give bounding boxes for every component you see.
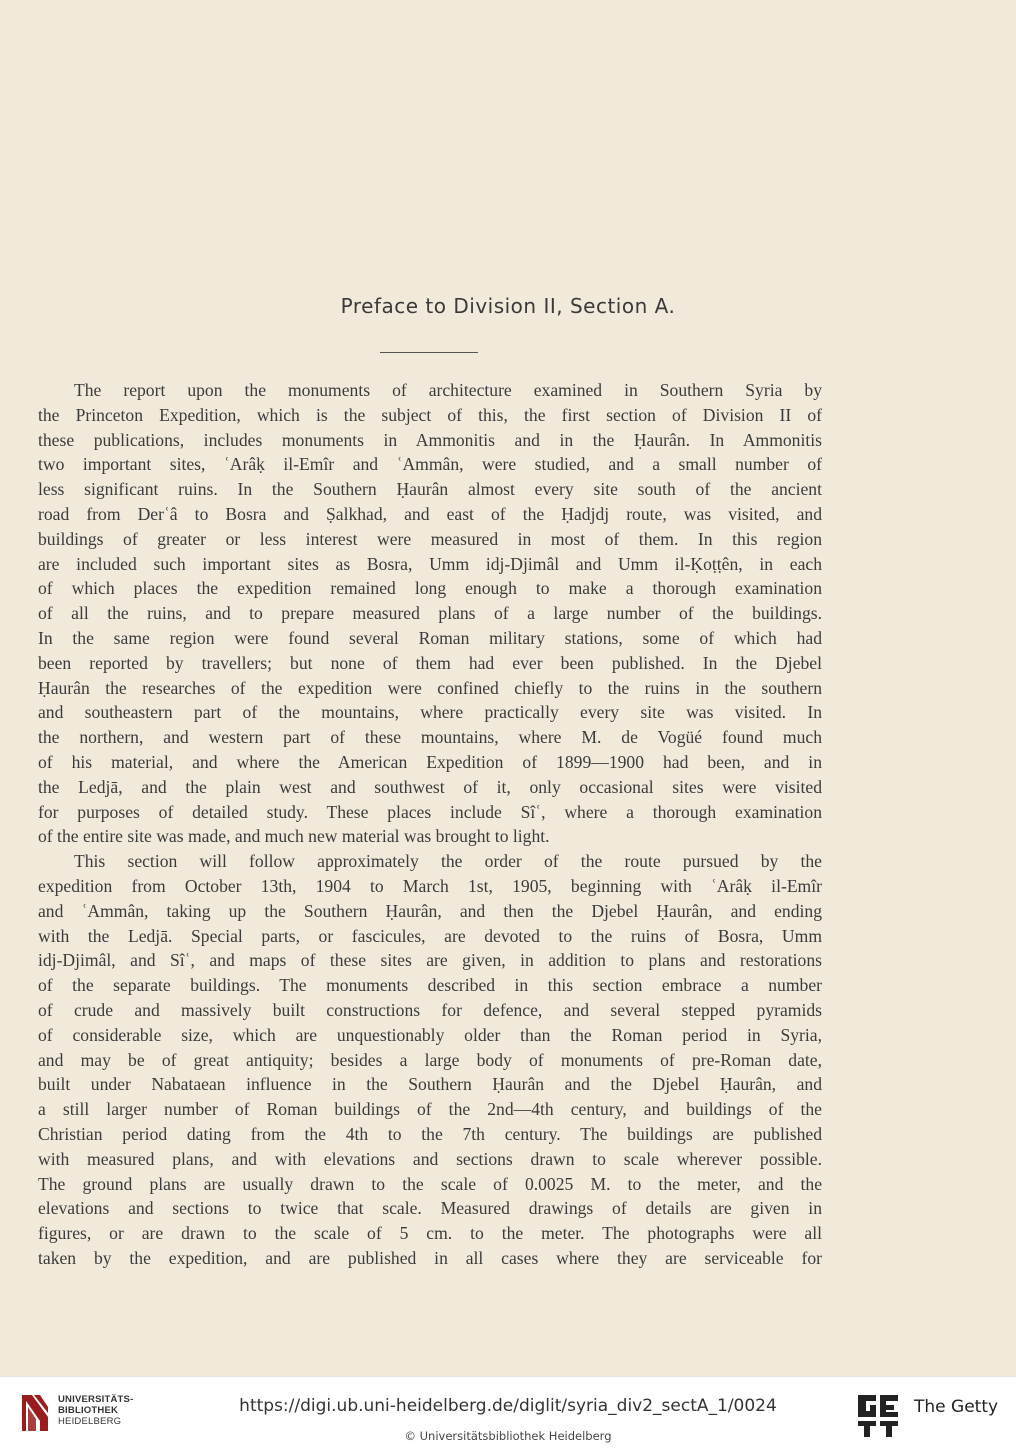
text-line: and southeastern part of the mountains, where practically every site was visited. In [38,702,822,723]
text-line: road from Derʿâ to Bosra and Ṣalkhad, and east of the Ḥadjdj route, was visited, and [38,503,822,524]
text-line: buildings of greater or less interest were measured in most of them. In this region [38,528,822,549]
text-line: of considerable size, which are unquestionably older than the Roman period in Syria, [38,1024,822,1045]
getty-name[interactable]: The Getty [914,1397,999,1417]
text-line: The report upon the monuments of architecture examined in Southern Syria by [74,380,822,400]
text-line: Ḥaurân the researches of the expedition were confined chiefly to the ruins in the southern [38,677,822,698]
text-line: less significant ruins. In the Southern Ḥaurân almost every site south of the ancient [38,479,822,500]
text-line: This section will follow approximately the order of the route pursued by the [74,851,822,872]
text-line: and may be of great antiquity; besides a large body of monuments of pre-Roman date, [38,1049,822,1070]
text-line: are included such important sites as Bosra, Umm idj-Djimâl and Umm il-Ḳoṭṭên, in each [38,553,822,574]
text-line: The ground plans are usually drawn to the scale of 0.0025 M. to the meter, and the [38,1173,822,1194]
library-name-line: UNIVERSITÄTS- [58,1394,134,1405]
text-line: of his material, and where the American Expedition of 1899—1900 had been, and in [38,751,822,772]
text-line: of all the ruins, and to prepare measured plans of a large number of the buildings. [38,603,822,624]
text-line: the Ledjā, and the plain west and southwest of it, only occasional sites were visited [38,776,822,797]
text-line: of which places the expedition remained long enough to make a thorough examination [38,578,822,599]
text-line: with measured plans, and with elevations and sections drawn to scale wherever possible. [38,1148,822,1169]
permalink-url[interactable]: https://digi.ub.uni-heidelberg.de/diglit/syria_div2_sectA_1/0024 [239,1396,777,1416]
text-line: of the entire site was made, and much new material was brought to light. [38,826,550,847]
text-line: In the same region were found several Roman military stations, some of which had [38,627,822,648]
library-name-line: BIBLIOTHEK [58,1405,119,1416]
text-line: idj-Djimâl, and Sîʿ, and maps of these sites are given, in addition to plans and restorations [38,950,822,971]
text-line: built under Nabataean influence in the Southern Ḥaurân and the Djebel Ḥaurân, and [38,1074,822,1095]
text-line: these publications, includes monuments in Ammonitis and in the Ḥaurân. In Ammonitis [38,429,822,450]
text-line: the northern, and western part of these mountains, where M. de Vogüé found much [38,727,822,748]
viewer-footer [0,1376,1016,1455]
text-line: two important sites, ʿArâḳ il-Emîr and ʿAmmân, were studied, and a small number of [38,454,822,475]
text-line: with the Ledjā. Special parts, or fascicules, are devoted to the ruins of Bosra, Umm [38,925,822,946]
text-line: of the separate buildings. The monuments described in this section embrace a number [38,975,822,996]
text-line: and ʿAmmân, taking up the Southern Ḥaurân, and then the Djebel Ḥaurân, and ending [38,900,822,921]
body-text [38,378,822,1271]
text-line: the Princeton Expedition, which is the subject of this, the first section of Division II of [38,404,822,425]
text-line: elevations and sections to twice that scale. Measured drawings of details are given in [38,1198,822,1219]
text-line: Christian period dating from the 4th to the 7th century. The buildings are published [38,1123,822,1144]
text-line: expedition from October 13th, 1904 to March 1st, 1905, beginning with ʿArâḳ il-Emîr [38,875,822,896]
library-name-line: HEIDELBERG [58,1416,122,1427]
text-line: figures, or are drawn to the scale of 5 cm. to the meter. The photographs were all [38,1223,822,1244]
text-line: of crude and massively built constructions for defence, and several stepped pyramids [38,999,822,1020]
copyright-notice: © Universitätsbibliothek Heidelberg [404,1429,612,1443]
getty-logo-icon[interactable] [856,1393,900,1439]
text-line: a still larger number of Roman buildings of the 2nd—4th century, and buildings of the [38,1099,822,1120]
title-divider [380,352,478,353]
text-line: for purposes of detailed study. These places include Sîʿ, where a thorough examination [38,801,822,822]
text-line: taken by the expedition, and are published in all cases where they are serviceable for [38,1247,822,1268]
page-title: Preface to Division II, Section A. [340,294,676,318]
text-line: been reported by travellers; but none of them had ever been published. In the Djebel [38,652,822,673]
